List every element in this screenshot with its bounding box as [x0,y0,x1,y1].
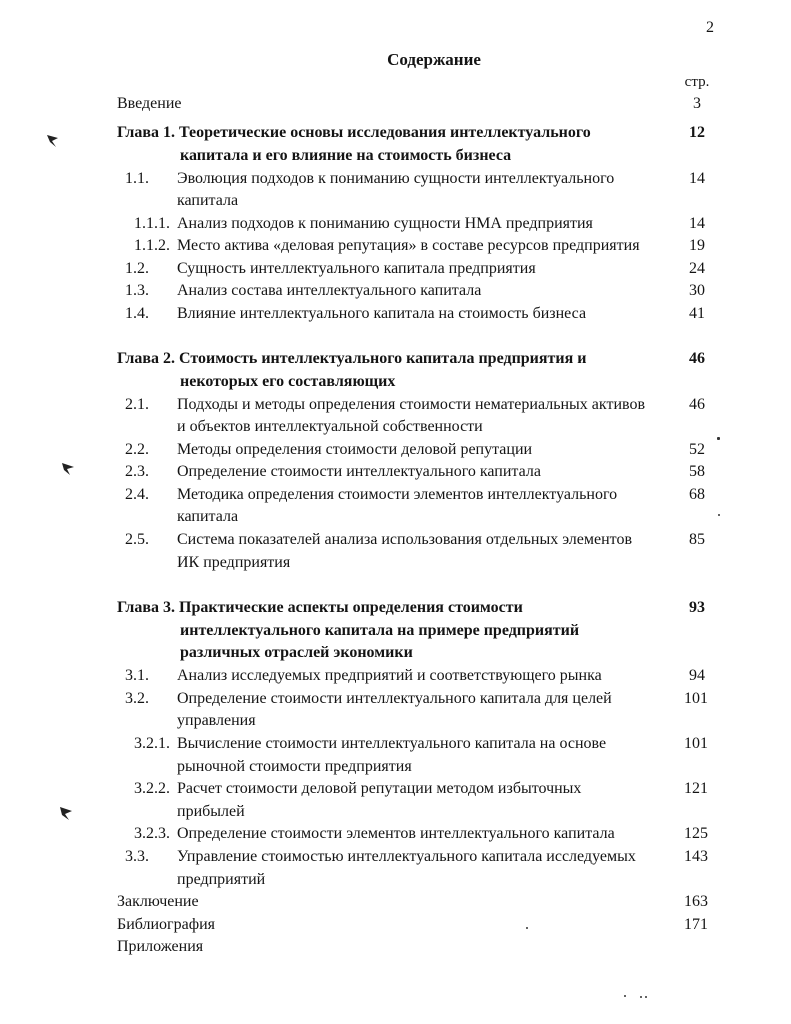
scan-mark-icon [57,804,75,822]
toc-entry-page: 30 [689,282,705,299]
section-title-line: ИК предприятия [177,554,291,571]
section-number: 1.2. [125,260,149,277]
toc-title: Содержание [387,50,481,69]
section-title-line: Анализ подходов к пониманию сущности НМА предприятия [177,215,593,232]
section-title-line: капитала [177,192,239,209]
toc-entry-page: 14 [689,170,705,187]
section-number: 1.3. [125,282,149,299]
toc-entry-page: 121 [684,780,708,797]
scan-speck [645,996,647,998]
toc-entry-page: 93 [689,599,705,616]
toc-entry-page: 14 [689,215,705,232]
toc-entry-label: Введение [117,95,182,112]
section-number: 3.1. [125,667,149,684]
section-number: 3.2.2. [134,780,170,797]
section-title-line: Анализ состава интеллектуального капитала [177,282,482,299]
section-title-line: капитала [177,508,239,525]
toc-entry-page: 163 [684,893,708,910]
scan-speck [717,437,720,440]
scan-speck [526,927,528,929]
section-title-line: Управление стоимостью интеллектуального капитала исследуемых [177,848,636,865]
chapter-title-line: капитала и его влияние на стоимость бизнеса [180,147,512,164]
toc-entry-page: 12 [689,124,705,141]
toc-entry-page: 94 [689,667,705,684]
toc-entry-page: 52 [689,441,705,458]
toc-entry-page: 46 [689,350,705,367]
section-number: 1.1.1. [134,215,170,232]
section-title-line: Сущность интеллектуального капитала предприятия [177,260,536,277]
section-title-line: Определение стоимости элементов интеллектуального капитала [177,825,615,842]
section-title-line: Место актива «деловая репутация» в составе ресурсов предприятия [177,237,640,254]
toc-entry-page: 68 [689,486,705,503]
section-number: 3.2. [125,690,149,707]
section-number: 2.2. [125,441,149,458]
toc-entry-page: 101 [684,735,708,752]
toc-entry-label: Библиография [117,916,215,933]
section-title-line: Определение стоимости интеллектуального капитала для целей [177,690,612,707]
scan-speck [640,996,642,998]
toc-entry-page: 143 [684,848,708,865]
toc-entry-page: 46 [689,396,705,413]
section-title-line: и объектов интеллектуальной собственности [177,418,483,435]
chapter-title-line: интеллектуального капитала на примере предприятий [180,622,580,639]
section-number: 2.1. [125,396,149,413]
section-title-line: Вычисление стоимости интеллектуального капитала на основе [177,735,607,752]
section-number: 1.1.2. [134,237,170,254]
scan-mark-icon [44,132,62,150]
toc-entry-label: Заключение [117,893,199,910]
toc-entry-page: 171 [684,916,708,933]
section-number: 3.2.3. [134,825,170,842]
toc-entry-page: 3 [693,95,701,112]
toc-entry-page: 101 [684,690,708,707]
section-title-line: Анализ исследуемых предприятий и соответствующего рынка [177,667,602,684]
chapter-title-line: Глава 3. Практические аспекты определения стоимости [117,599,523,616]
chapter-title-line: Глава 1. Теоретические основы исследования интеллектуального [117,124,591,141]
scan-speck [718,514,720,516]
scan-speck [624,995,626,997]
section-title-line: Подходы и методы определения стоимости нематериальных активов [177,396,646,413]
pages-column-label: стр. [684,74,710,90]
section-number: 3.2.1. [134,735,170,752]
section-title-line: прибылей [177,803,245,820]
toc-entry-label: Приложения [117,938,204,955]
toc-entry-page: 24 [689,260,705,277]
chapter-title-line: различных отраслей экономики [180,644,413,661]
section-title-line: предприятий [177,871,266,888]
section-number: 1.4. [125,305,149,322]
section-title-line: Эволюция подходов к пониманию сущности интеллектуального [177,170,615,187]
toc-entry-page: 125 [684,825,708,842]
section-number: 3.3. [125,848,149,865]
section-title-line: Определение стоимости интеллектуального капитала [177,463,541,480]
section-title-line: Методика определения стоимости элементов интеллектуального [177,486,618,503]
section-title-line: рыночной стоимости предприятия [177,758,412,775]
toc-entry-page: 58 [689,463,705,480]
section-number: 2.5. [125,531,149,548]
chapter-title-line: Глава 2. Стоимость интеллектуального капитала предприятия и [117,350,587,367]
toc-entry-page: 41 [689,305,705,322]
page-number: 2 [706,19,714,36]
section-number: 2.4. [125,486,149,503]
section-title-line: Влияние интеллектуального капитала на стоимость бизнеса [177,305,587,322]
section-title-line: Расчет стоимости деловой репутации методом избыточных [177,780,582,797]
toc-entry-page: 19 [689,237,705,254]
toc-entry-page: 85 [689,531,705,548]
section-title-line: управления [177,712,256,729]
section-number: 1.1. [125,170,149,187]
section-title-line: Система показателей анализа использования отдельных элементов [177,531,633,548]
scan-mark-icon [59,459,77,477]
chapter-title-line: некоторых его составляющих [180,373,396,390]
section-number: 2.3. [125,463,149,480]
section-title-line: Методы определения стоимости деловой репутации [177,441,533,458]
